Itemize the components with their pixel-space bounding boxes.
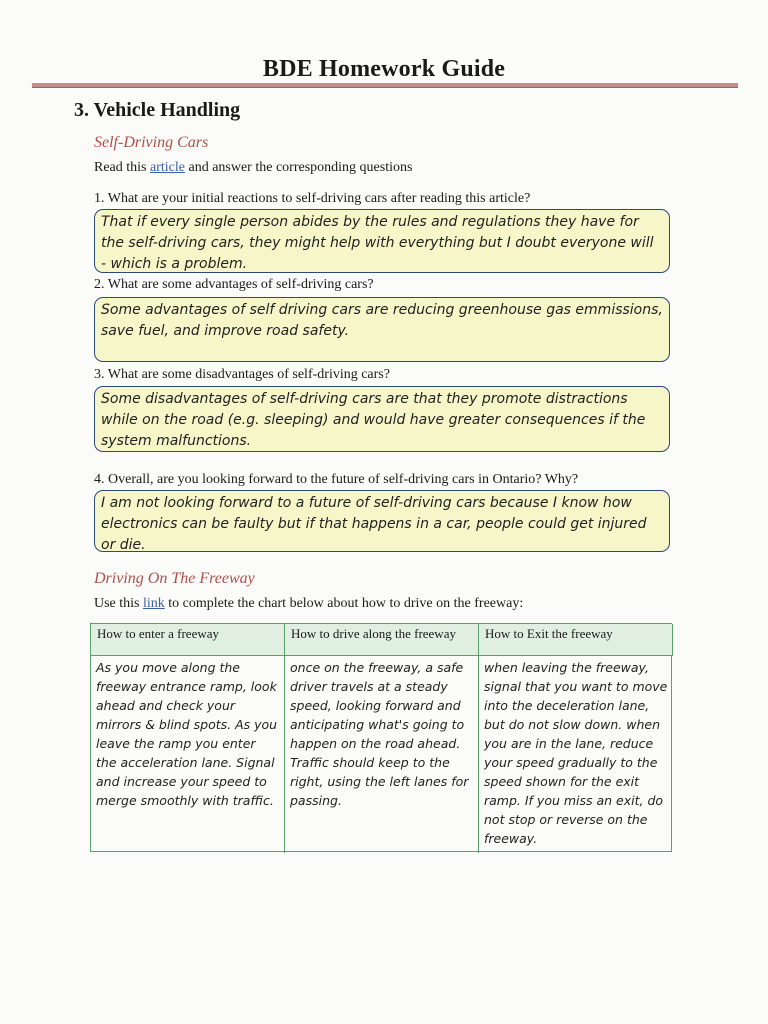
question-1: 1. What are your initial reactions to self-driving cars after reading this article? bbox=[94, 191, 531, 206]
answer-1: That if every single person abides by the rules and regulations they have for the self-driving cars, they might help with everything but I doubt everyone will - which is a problem. bbox=[94, 209, 670, 273]
question-2: 2. What are some advantages of self-driving cars? bbox=[94, 277, 374, 292]
instruction-freeway bbox=[94, 596, 523, 612]
subheading-freeway: Driving On The Freeway bbox=[94, 570, 255, 587]
instruction2-text-before: Use this bbox=[94, 596, 143, 611]
table-cell-drive: once on the freeway, a safe driver travels at a steady speed, looking forward and anticipating what's going to happen on the road ahead. Traffic should keep to the right, using the left lanes for passing. bbox=[285, 656, 479, 853]
title-divider bbox=[32, 83, 738, 88]
table-header-enter: How to enter a freeway bbox=[91, 624, 285, 656]
answer-4: I am not looking forward to a future of self-driving cars because I know how electronics can be faulty but if that happens in a car, people could get injured or die. bbox=[94, 490, 670, 552]
question-4: 4. Overall, are you looking forward to the future of self-driving cars in Ontario? Why? bbox=[94, 472, 579, 487]
question-3: 3. What are some disadvantages of self-driving cars? bbox=[94, 367, 390, 382]
answer-2: Some advantages of self driving cars are reducing greenhouse gas emmissions, save fuel, and improve road safety. bbox=[94, 297, 670, 362]
instruction-text-after: and answer the corresponding questions bbox=[184, 160, 413, 175]
instruction-read-article bbox=[94, 160, 412, 176]
instruction-text-before: Read this bbox=[94, 160, 150, 175]
table-header-drive: How to drive along the freeway bbox=[285, 624, 479, 656]
subheading-self-driving: Self-Driving Cars bbox=[94, 134, 209, 151]
article-link[interactable]: article bbox=[150, 160, 185, 175]
page-title: BDE Homework Guide bbox=[262, 56, 506, 82]
answer-3: Some disadvantages of self-driving cars are that they promote distractions while on the road (e.g. sleeping) and would have greater consequences if the system malfunctions. bbox=[94, 386, 670, 452]
freeway-chart-table bbox=[90, 623, 672, 852]
table-header-exit: How to Exit the freeway bbox=[479, 624, 673, 656]
table-cell-enter: As you move along the freeway entrance ramp, look ahead and check your mirrors & blind spots. As you leave the ramp you enter the acceleration lane. Signal and increase your speed to merge smoothly with traffic. bbox=[91, 656, 285, 853]
table-cell-exit: when leaving the freeway, signal that you want to move into the deceleration lane, but do not slow down. when you are in the lane, reduce your speed gradually to the speed shown for the exit ramp. If you miss an exit, do not stop or reverse on the freeway. bbox=[484, 660, 668, 846]
instruction2-text-after: to complete the chart below about how to drive on the freeway: bbox=[164, 596, 524, 611]
freeway-link[interactable]: link bbox=[143, 596, 165, 611]
section-heading: 3. Vehicle Handling bbox=[74, 99, 241, 121]
